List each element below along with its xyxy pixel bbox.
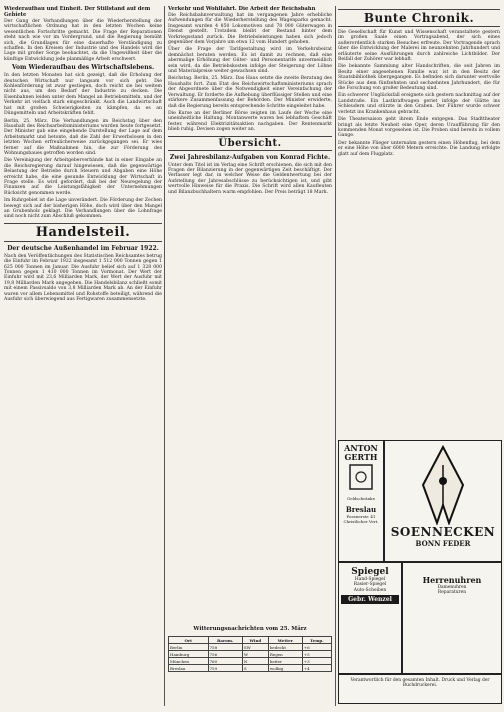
table-cell: wolkig [268,665,302,672]
paragraph: Die Theatersaison geht ihrem Ende entgegen. Das Stadttheater bringt als letzte Neuheit eine Oper, deren Uraufführung für den kommenden Monat vorgesehen ist. Die Proben sind bereits in vollem Gange. [338,117,500,139]
table-cell: S [242,665,268,672]
column-left [4,6,162,706]
table-header: Wind [242,637,268,644]
subheading: Der deutsche Außenhandel im Februar 1922. [7,244,159,252]
safe-icon [346,462,376,492]
paragraph: Die Gesellschaft für Kunst und Wissenschaft veranstaltete gestern im großen Saale einen Vortragsabend, der sich eines außerordentlich starken Besuches erfreute. Der Vortragende sprach über die Entwicklung der Malerei im neunzehnten Jahrhundert und erläuterte seine Ausführungen durch zahlreiche Lichtbilder. Der Beifall der Zuhörer war lebhaft. [338,30,500,63]
table-cell: Regen [268,651,302,658]
column-divider [335,6,336,706]
paragraph: Unter dem Titel ist im Verlag eine Schrift erschienen, die sich mit den Fragen der Bilanzierung in der gegenwärtigen Zeit beschäftigt. Der Verfasser legt dar, in welcher Weise die Geldentwertung bei der Aufstellung der Jahresabschlüsse zu berücksichtigen ist, und gibt wertvolle Hinweise für die Praxis. Die Schrift wird allen Kaufleuten und Bilanzbuchhaltern warm empfohlen. Der Preis beträgt 18 Mark. [168,162,332,195]
table-cell: +6 [302,644,331,651]
imprint [338,674,502,704]
ad-line: Auto-Scheiben [353,587,387,593]
ad-sub: BONN FEDER [415,539,471,548]
table-cell: W [242,651,268,658]
column-divider [164,6,165,706]
pen-nib-icon [417,445,469,525]
ad-title: Spiegel [351,567,389,577]
column-middle [168,6,332,622]
table-cell: 759 [208,665,242,672]
subheading: Zwei Jahresbilanz-Aufgaben von Konrad Fichte. [169,153,331,161]
ad-anton-gerth [338,440,384,562]
section-heading-uebersicht: Übersicht. [168,136,332,151]
ad-line: Geldschränke [347,496,375,501]
paragraph: Die Reichsbahnverwaltung hat im vergangenen Jahre erhebliche Aufwendungen für die Wiederherstellung des Wagenparks gemacht. Insgesamt wurden 4 850 Lokomotiven und 78 000 Güterwagen in Dienst gestellt. Trotzdem bleibt der Bestand hinter dem Vorkriegsstand zurück. Die Betriebsleistungen haben sich jedoch gegenüber dem Vorjahre um etwa 12 vom Hundert gehoben. [168,13,332,46]
table-cell: München [169,658,209,665]
ad-herrenuhren [402,562,502,674]
ad-brand: SOENNECKEN [390,525,496,539]
section-heading-chronik: Bunte Chronik. [338,9,500,27]
table-cell: 756 [208,651,242,658]
table-cell: Hamburg [169,651,209,658]
table-cell: SW [242,644,268,651]
table-row [169,658,332,665]
ad-line: Hand-Spiegel [354,577,386,582]
table-row [169,651,332,658]
paragraph: Über die Frage der Tarifgestaltung wird im Verkehrsbeirat demnächst beraten werden. Es ist damit zu rechnen, daß eine abermalige Erhöhung der Güter- und Personentarife unvermeidlich sein wird, da die Betriebskosten infolge der Steigerung der Löhne und Materialpreise weiter gewachsen sind. [168,47,332,75]
paragraph: Ein schwerer Unglücksfall ereignete sich gestern nachmittag auf der Landstraße. Ein Lastkraftwagen geriet infolge der Glätte ins Schleudern und stürzte in den Graben. Der Führer wurde schwer verletzt ins Krankenhaus gebracht. [338,93,500,115]
advertisements [338,440,500,702]
table-cell: 758 [208,644,242,651]
headline: Verkehr und Wohlfahrt. Die Arbeit der Reichsbahn [168,6,316,12]
paragraph: Berlin, 25. März. Die Verhandlungen im Reichstag über den Haushalt des Reichsarbeitsministeriums wurden heute fortgesetzt. Der Minister gab eine eingehende Darstellung der Lage auf dem Arbeitsmarkt und betonte, daß die Zahl der Erwerbslosen in den letzten Wochen erfreulicherweise zurückgegangen sei. Er wies ferner auf die Maßnahmen hin, die zur Förderung des Wohnungsbaues getroffen worden sind. [4,118,162,156]
table-row [169,665,332,672]
ad-title: Herrenuhren [422,575,482,585]
ad-address: Posenerstr. 41 Christlicher Vert. [343,514,379,524]
table-cell: 760 [208,658,242,665]
paragraph: Im Ruhrgebiet ist die Lage unverändert. Die Förderung der Zechen bewegt sich auf der bisherigen Höhe, doch wird über den Mangel an Grubenholz geklagt. Die Verhandlungen über die Lohnfrage sind noch nicht zum Abschluß gekommen. [4,198,162,220]
headline: Wiederaufbau und Einheit. Der Stillstand auf dem Gebiete [4,6,151,18]
paragraph: Nach den Veröffentlichungen des Statistischen Reichsamtes betrug die Einfuhr im Februar 1922 insgesamt 1 512 000 Tonnen gegen 1 625 000 Tonnen im Januar. Die Ausfuhr belief sich auf 1 328 000 Tonnen gegen 1 410 000 Tonnen im Vormonat. Der Wert der Einfuhr wird mit 23,6 Milliarden Mark, der Wert der Ausfuhr mit 19,8 Milliarden Mark angegeben. Die Handelsbilanz schließt somit mit einem Passivsaldo von 3,8 Milliarden Mark ab. An der Einfuhr waren vor allem Lebensmittel und Rohstoffe beteiligt, während die Ausfuhr sich überwiegend aus Fertigwaren zusammensetzte. [4,253,162,303]
ad-firm: Gebr. Wenzel [341,595,399,604]
column-right [338,6,500,434]
table-cell: Breslau [169,665,209,672]
weather-table-title: Witterungsnachrichten vom 25. März [193,626,307,632]
paragraph: Reichstag. Berlin, 25. März. Das Haus setzte die zweite Beratung des Haushalts fort. Zum Etat des Reichswirtschaftsministeriums sprach der Abgeordnete über die Notwendigkeit einer Vereinfachung der Verwaltung. Er forderte die Aufhebung überflüssiger Stellen und eine stärkere Zusammenfassung der Behörden. Der Minister erwiderte, daß die Regierung bereits entsprechende Schritte eingeleitet habe. [168,76,332,109]
table-cell: bedeckt [268,644,302,651]
paragraph: In den letzten Monaten hat sich gezeigt, daß die Erholung der deutschen Wirtschaft nur langsam vor sich geht. Die Kohlenförderung ist zwar gestiegen, doch reicht sie bei weitem nicht aus, um den Bedarf der Industrie zu decken. Die Eisenbahnen leiden unter dem Mangel an Betriebsmitteln, und der Verkehr ist vielfach stark eingeschränkt. Auch die Landwirtschaft hat mit großen Schwierigkeiten zu kämpfen, da es an Düngemitteln und Arbeitskräften fehlt. [4,73,162,117]
table-header: Wetter [268,637,302,644]
table-header: Ort [169,637,209,644]
ad-line: Reparaturen [437,590,467,596]
section-heading-handelsteil: Handelsteil. [4,223,162,242]
table-cell: +5 [302,651,331,658]
paragraph: Der bekannte Flieger unternahm gestern einen Höhenflug, bei dem er eine Höhe von über 6000 Metern erreichte. Die Landung erfolgte glatt auf dem Flugplatz. [338,140,500,157]
subheading: Vom Wiederaufbau des Wirtschaftslebens. [11,64,155,72]
paragraph: Die Kurse an der Berliner Börse zeigten im Laufe der Woche eine uneinheitliche Haltung. Montanwerte waren bei lebhaftem Geschäft fester, während Elektrizitätsaktien nachgaben. Der Rentenmarkt blieb ruhig. Devisen zogen weiter an. [168,110,332,133]
ad-line: Rasier-Spiegel [353,582,387,588]
imprint-text: Verantwortlich für den gesamten Inhalt. Druck und Verlag der Buchdruckerei. [350,678,490,689]
ad-line: Damenuhren [437,585,467,590]
table-cell: N [242,658,268,665]
ad-spiegel [338,562,402,674]
table-row [169,644,332,651]
weather-table [168,636,332,672]
table-header: Barom. [208,637,242,644]
table-cell: +4 [302,665,331,672]
table-cell: heiter [268,658,302,665]
table-cell: Berlin [169,644,209,651]
paragraph: Die Vereinigung der Arbeitgeberverbände hat in einer Eingabe an die Reichsregierung darauf hingewiesen, daß die gegenwärtige Belastung der Betriebe durch Steuern und Abgaben eine Höhe erreicht habe, die eine gesunde Entwicklung der Wirtschaft in Frage stelle. Es wird gefordert, daß bei der Neuregelung der Finanzen auf die Leistungsfähigkeit der Unternehmungen Rücksicht genommen werde. [4,158,162,196]
ad-soennecken [384,440,502,562]
table-cell: +3 [302,658,331,665]
lead-paragraph: Der Gang der Verhandlungen über die Wiederherstellung der wirtschaftlichen Ordnung hat in den letzten Wochen keine wesentlichen Fortschritte gemacht. Die Frage der Reparationen steht nach wie vor im Vordergrund, und die Regierung bemüht sich, die Grundlagen für eine dauerhafte Verständigung zu schaffen. In den Kreisen der Industrie und des Handels wird die Lage mit großer Sorge beobachtet, da die Ungewißheit über die künftige Entwicklung jede planmäßige Arbeit erschwert. [4,19,162,62]
paragraph: Die bekannte Sammlung alter Handschriften, die seit Jahren im Besitz einer angesehenen Familie war, ist in den Besitz der Staatsbibliothek übergegangen. Es befinden sich darunter wertvolle Stücke aus dem fünfzehnten und sechzehnten Jahrhundert, die für die Forschung von großer Bedeutung sind. [338,64,500,92]
ad-title: ANTON GERTH [344,443,378,462]
ad-city: Breslau [345,505,377,514]
table-header: Temp. [302,637,331,644]
